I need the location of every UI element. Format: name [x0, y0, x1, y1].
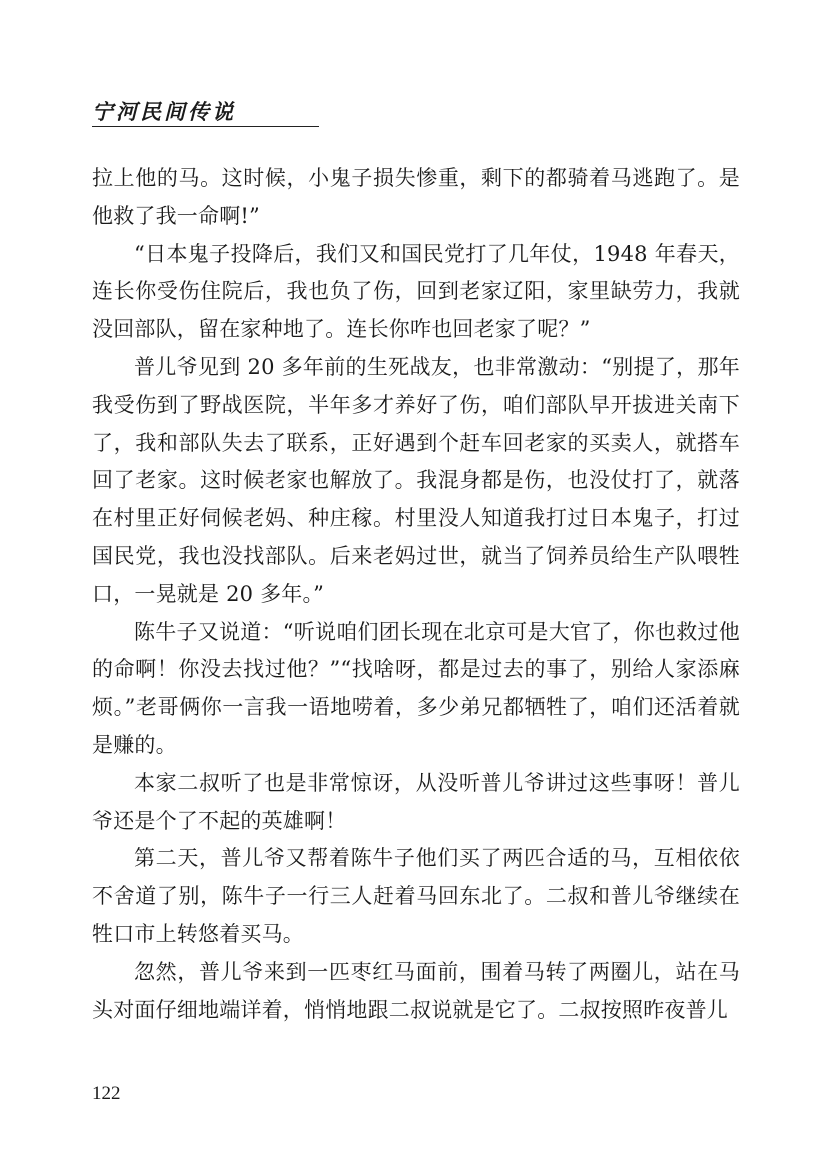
paragraph: “日本鬼子投降后，我们又和国民党打了几年仗，1948 年春天，连长你受伤住院后，我也负了伤，回到老家辽阳，家里缺劳力，我就没回部队，留在家种地了。连长你咋也回老家了呢？” [92, 241, 740, 342]
paragraph: 忽然，普儿爷来到一匹枣红马面前，围着马转了两圈儿，站在马头对面仔细地端详着，悄悄地跟二叔说就是它了。二叔按照昨夜普儿 [92, 959, 740, 1022]
body-text [92, 160, 740, 1029]
paragraph: 陈牛子又说道：“听说咱们团长现在北京可是大官了，你也救过他的命啊！你没去找过他？”“找啥呀，都是过去的事了，别给人家添麻烦。”老哥俩你一言我一语地唠着，多少弟兄都牺牲了，咱们还活着就是赚的。 [92, 619, 740, 757]
paragraph: 拉上他的马。这时候，小鬼子损失惨重，剩下的都骑着马逃跑了。是他救了我一命啊!” [92, 166, 740, 228]
header-rule [92, 126, 319, 127]
page-number: 122 [92, 1083, 121, 1104]
paragraph: 普儿爷见到 20 多年前的生死战友，也非常激动：“别提了，那年我受伤到了野战医院，半年多才养好了伤，咱们部队早开拔进关南下了，我和部队失去了联系，正好遇到个赶车回老家的买卖人，就搭车回了老家。这时候老家也解放了。我混身都是伤，也没仗打了，就落在村里正好伺候老妈、种庄稼。村里没人知道我打过日本鬼子，打过国民党，我也没找部队。后来老妈过世，就当了饲养员给生产队喂牲口，一晃就是 20 多年。” [92, 354, 740, 606]
paragraph: 第二天，普儿爷又帮着陈牛子他们买了两匹合适的马，互相依依不舍道了别，陈牛子一行三人赶着马回东北了。二叔和普儿爷继续在牲口市上转悠着买马。 [92, 846, 740, 946]
running-header-title: 宁河民间传说 [92, 100, 236, 124]
paragraph: 本家二叔听了也是非常惊讶，从没听普儿爷讲过这些事呀！普儿爷还是个了不起的英雄啊！ [92, 770, 740, 833]
